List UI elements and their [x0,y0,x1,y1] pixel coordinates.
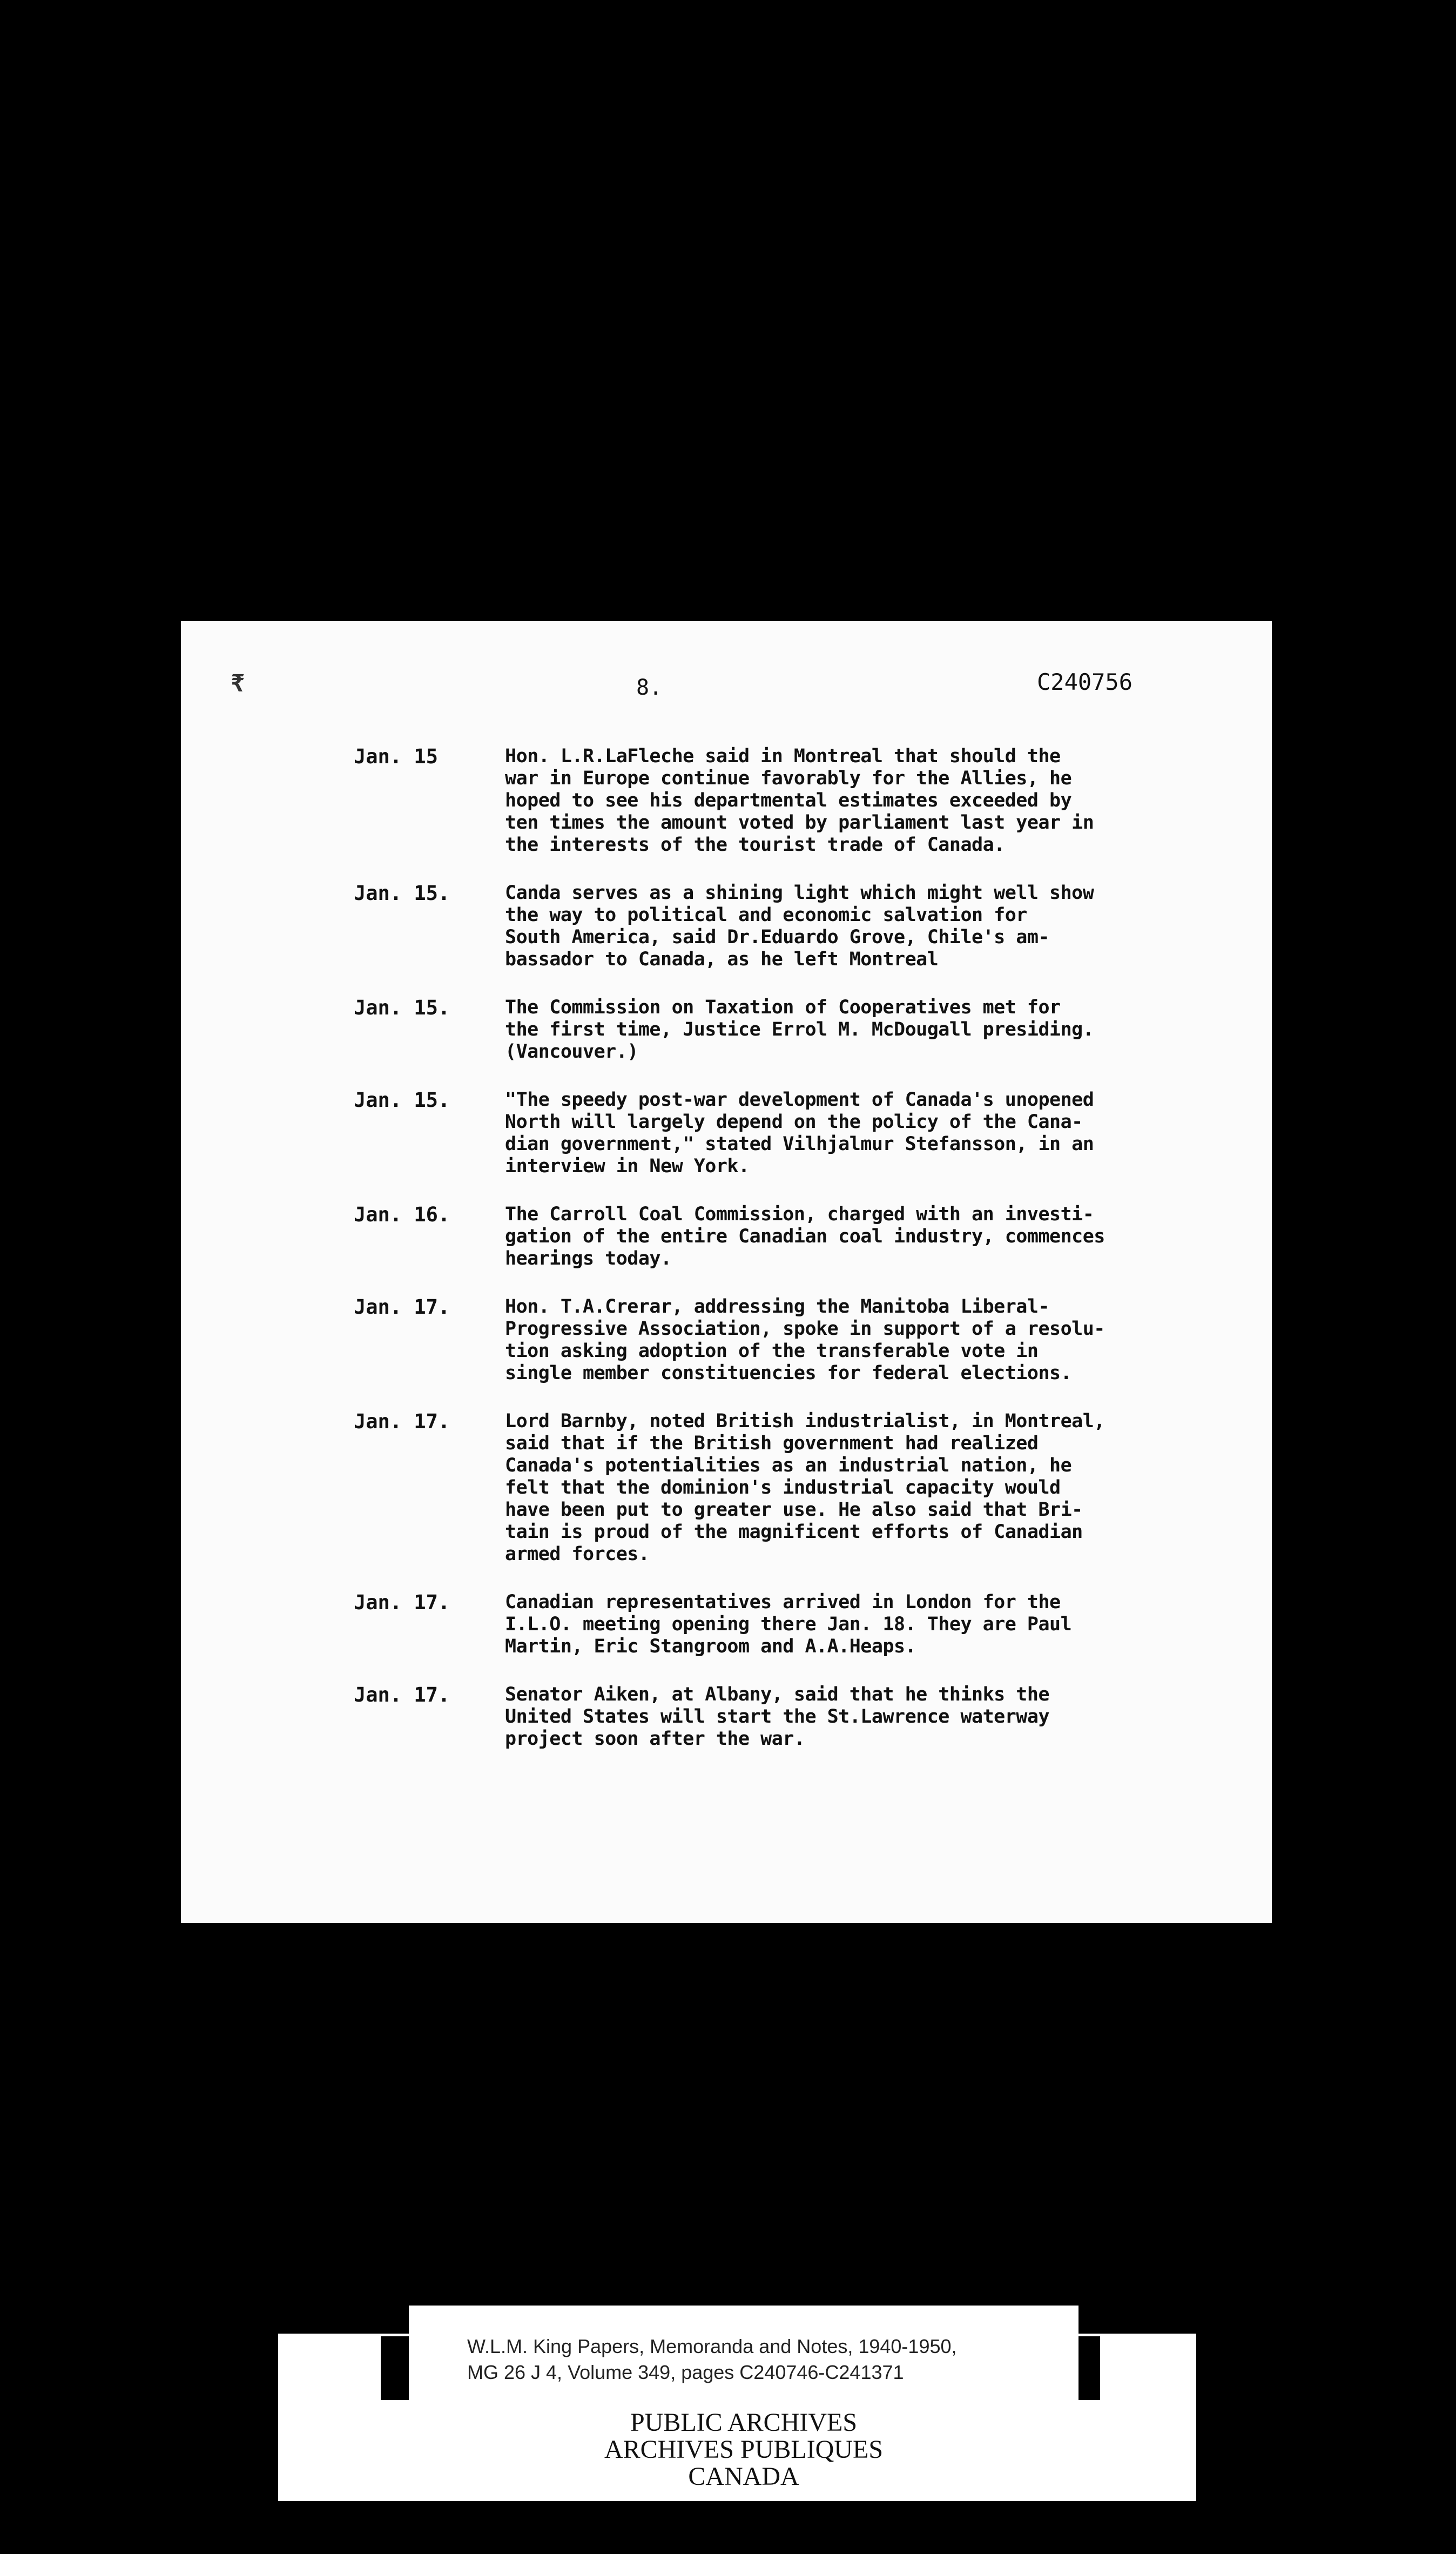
entry [354,882,1261,971]
entry-text: Hon. L.R.LaFleche said in Montreal that should the war in Europe continue favorably for the Allies, he hoped to see his departmental estimates exceeded by ten times the amount voted by parliament last year in the interests of the tourist trade of Canada. [505,745,1094,856]
footer-notch-right [1078,2336,1100,2400]
document-code: C240756 [1037,669,1133,695]
entry-text: "The speedy post-war development of Canada's unopened North will largely depend on the policy of the Cana- dian government," stated Vilhjalmur Stefansson, in an interview in New York. [505,1089,1094,1177]
entry [354,745,1261,856]
entry [354,1591,1261,1658]
entry [354,1410,1261,1565]
entry [354,1296,1261,1384]
footer-notch-left [381,2336,409,2400]
stamp-line: CANADA [688,2462,799,2491]
entry-date: Jan. 15. [354,1088,450,1112]
entry-text: The Carroll Coal Commission, charged with an investi- gation of the entire Canadian coal industry, commences hearings today. [505,1204,1105,1269]
entry-text: Senator Aiken, at Albany, said that he thinks the United States will start the St.Lawrence waterway project soon after the war. [505,1684,1050,1750]
page-number: 8. [636,675,663,700]
entry [354,1089,1261,1178]
entry [354,997,1261,1063]
entry [354,1684,1261,1750]
entry-date: Jan. 17. [354,1591,450,1614]
stamp-line: ARCHIVES PUBLIQUES [604,2435,884,2464]
entry [354,1204,1261,1270]
punch-mark: ₹ [231,670,245,697]
entry-text: Canda serves as a shining light which might well show the way to political and economic salvation for South America, said Dr.Eduardo Grove, Chile's am- bassador to Canada, as he left Montreal [505,882,1094,970]
entry-text: Hon. T.A.Crerar, addressing the Manitoba Liberal- Progressive Association, spoke in support of a resolu- tion asking adoption of the transferable vote in single member constituencies for federal elections. [505,1296,1105,1384]
entry-date: Jan. 15. [354,996,450,1019]
document-page [181,621,1272,1923]
entry-text: Lord Barnby, noted British industrialist, in Montreal, said that if the British government had realized Canada's potentialities as an industrial nation, he felt that the dominion's industrial capacity would have been put to greater use. He also said that Bri- tain is proud of the magnificent efforts of Canadian armed forces. [505,1410,1105,1565]
chronology-entries [354,745,1261,1776]
entry-date: Jan. 15 [354,745,438,768]
archive-citation: W.L.M. King Papers, Memoranda and Notes, 1940-1950, MG 26 J 4, Volume 349, pages C240746-C241371 [467,2335,957,2383]
stamp-line: PUBLIC ARCHIVES [630,2408,858,2437]
entry-date: Jan. 16. [354,1203,450,1226]
archive-stamp [409,2409,1078,2490]
entry-date: Jan. 15. [354,882,450,905]
entry-date: Jan. 17. [354,1410,450,1433]
entry-date: Jan. 17. [354,1295,450,1319]
entry-text: Canadian representatives arrived in London for the I.L.O. meeting opening there Jan. 18. They are Paul Martin, Eric Stangroom and A.A.Heaps. [505,1591,1072,1657]
entry-date: Jan. 17. [354,1683,450,1706]
entry-text: The Commission on Taxation of Cooperatives met for the first time, Justice Errol M. McDougall presiding. (Vancouver.) [505,997,1094,1063]
